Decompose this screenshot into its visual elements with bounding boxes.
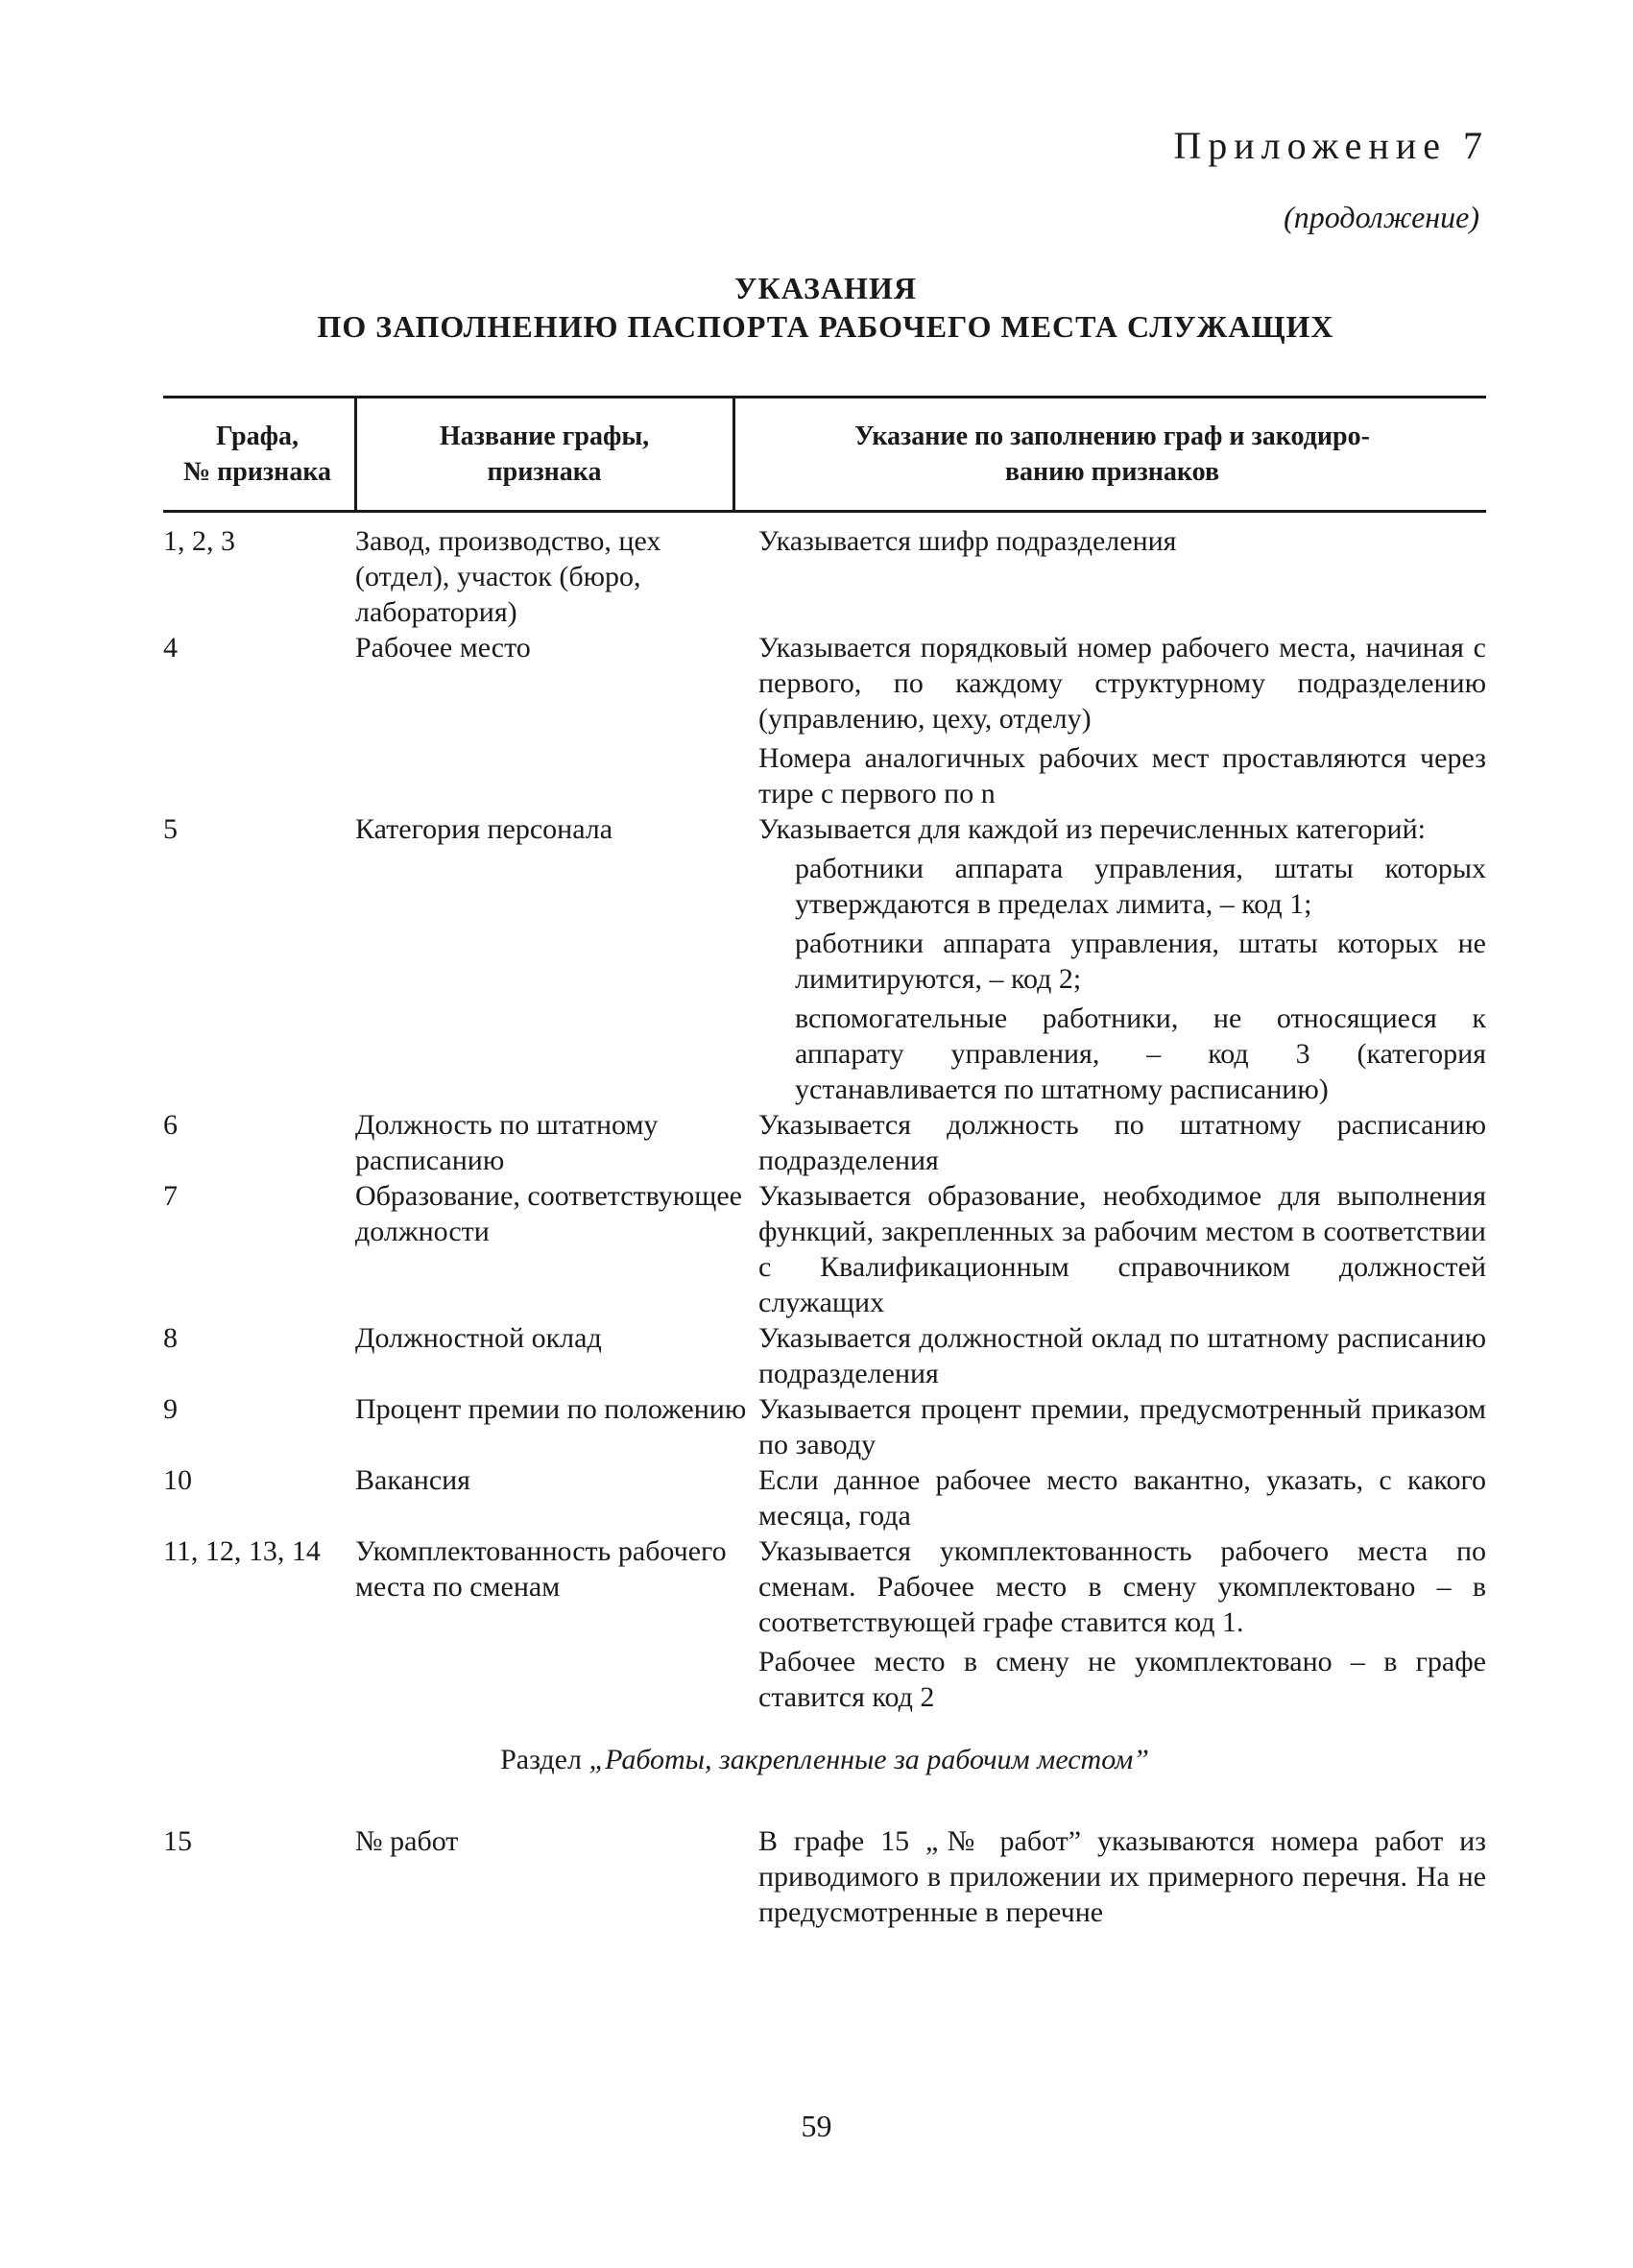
table-row (163, 811, 1486, 1107)
continuation-label: (продолжение) (1284, 200, 1479, 234)
column-header-instruction-line1: Указание по заполнению граф и закодиро- (854, 422, 1370, 451)
table-body (163, 523, 1486, 1930)
row-instruction (758, 1107, 1486, 1178)
column-header-number (163, 398, 351, 510)
row-name: Укомплектованность рабочего места по сменам (355, 1535, 727, 1603)
row-name: Процент премии по положению (355, 1393, 747, 1425)
row-instruction (758, 1320, 1486, 1391)
row-number: 4 (163, 632, 178, 664)
row-number: 8 (163, 1322, 178, 1354)
instruction-code-item: работники аппарата управления, штаты которых утверждаются в пределах лимита, – код 1; (795, 853, 1486, 920)
row-number: 6 (163, 1109, 178, 1141)
row-instruction (758, 1391, 1486, 1462)
row-number: 11, 12, 13, 14 (163, 1535, 321, 1567)
row-number: 5 (163, 813, 178, 845)
row-name: Категория персонала (355, 813, 613, 845)
row-name: № работ (355, 1825, 459, 1857)
row-number: 7 (163, 1180, 178, 1212)
appendix-label: Приложение 7 (1173, 124, 1489, 167)
row-number: 9 (163, 1393, 178, 1425)
column-header-name-line2: признака (487, 457, 602, 487)
instruction-text: Указывается образование, необходимое для выполнения функций, закрепленных за рабочим местом в соответствии с Квалификационным справочником должностей служащих (758, 1180, 1486, 1318)
row-name: Вакансия (355, 1464, 470, 1496)
row-number: 10 (163, 1464, 192, 1496)
section-heading-prefix: Раздел (500, 1744, 589, 1775)
instruction-code-item: вспомогательные работники, не относящиеся к аппарату управления, – код 3 (категория устанавливается по штатному расписанию) (795, 1002, 1486, 1105)
row-instruction (758, 1462, 1486, 1533)
instruction-text: Указывается шифр подразделения (758, 525, 1177, 557)
instruction-text: Указывается процент премии, предусмотренный приказом по заводу (758, 1393, 1486, 1460)
row-name: Должностной оклад (355, 1322, 602, 1354)
document-subtitle: ПО ЗАПОЛНЕНИЮ ПАСПОРТА РАБОЧЕГО МЕСТА СЛУЖАЩИХ (317, 309, 1334, 344)
table-row (163, 1823, 1486, 1930)
table-row (163, 1107, 1486, 1178)
column-header-number-line1: Графа, (215, 422, 299, 451)
row-number: 15 (163, 1825, 192, 1857)
table-row (163, 1462, 1486, 1533)
column-header-instruction (732, 398, 1489, 510)
row-instruction (758, 523, 1486, 630)
row-name: Завод, производство, цех (отдел), участок (бюро, лаборатория) (355, 525, 661, 628)
instruction-text: Указывается порядковый номер рабочего места, начиная с первого, по каждому структурному подразделению (управлению, цеху, отделу) (758, 632, 1486, 735)
table-header (163, 396, 1486, 513)
column-header-instruction-line2: ванию признаков (1004, 457, 1220, 487)
column-header-name (354, 398, 732, 510)
instruction-text: Указывается для каждой из перечисленных категорий: (758, 813, 1426, 845)
row-instruction (758, 630, 1486, 811)
table-row (163, 1178, 1486, 1320)
table-row (163, 630, 1486, 811)
row-number: 1, 2, 3 (163, 525, 235, 557)
instruction-text: В графе 15 „№ работ” указываются номера работ из приводимого в приложении их примерного перечня. На не предусмотренные в перечне (758, 1825, 1486, 1928)
column-header-name-line1: Название графы, (439, 422, 650, 451)
instruction-code-item: работники аппарата управления, штаты которых не лимитируются, – код 2; (795, 928, 1486, 995)
table-row (163, 1320, 1486, 1391)
row-name: Рабочее место (355, 632, 531, 664)
section-heading-title: „Работы, закрепленные за рабочим местом” (588, 1744, 1149, 1775)
instruction-text: Указывается должность по штатному расписанию подразделения (758, 1109, 1486, 1176)
row-instruction (758, 1178, 1486, 1320)
instruction-text: Указывается укомплектованность рабочего места по сменам. Рабочее место в смену укомплектовано – в соответствующей графе ставится код 1. (758, 1535, 1486, 1638)
table-row (163, 1533, 1486, 1715)
instruction-text: Если данное рабочее место вакантно, указать, с какого месяца, года (758, 1464, 1486, 1532)
row-instruction (758, 1823, 1486, 1930)
section-heading (163, 1742, 1486, 1777)
document-title: УКАЗАНИЯ (734, 271, 917, 305)
row-name: Должность по штатному расписанию (355, 1109, 659, 1176)
instruction-text: Рабочее место в смену не укомплектовано – в графе ставится код 2 (758, 1646, 1486, 1713)
table-row (163, 1391, 1486, 1462)
row-name: Образование, соответствующее должности (355, 1180, 742, 1247)
row-instruction (758, 811, 1486, 1107)
table-row (163, 523, 1486, 630)
column-header-number-line2: № признака (182, 457, 332, 487)
page-number: 59 (801, 2109, 832, 2143)
instruction-text: Указывается должностной оклад по штатному расписанию подразделения (758, 1322, 1486, 1389)
instruction-text: Номера аналогичных рабочих мест проставляются через тире с первого по n (758, 742, 1486, 809)
row-instruction (758, 1533, 1486, 1715)
